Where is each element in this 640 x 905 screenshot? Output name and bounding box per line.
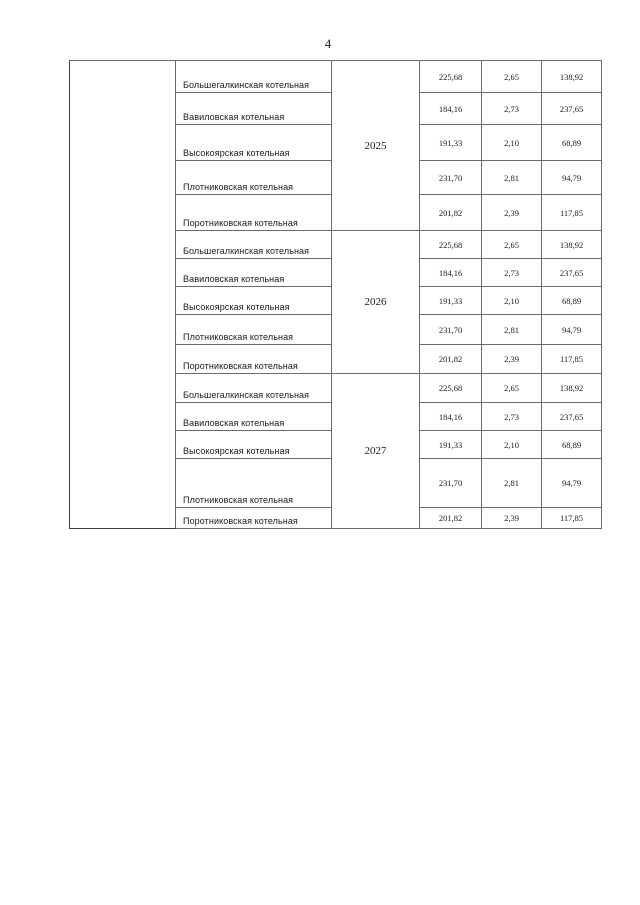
value-col-3: 68,89 bbox=[542, 287, 602, 315]
boiler-house-name: Вавиловская котельная bbox=[176, 403, 332, 431]
value-col-3: 237,65 bbox=[542, 93, 602, 125]
year-cell: 2027 bbox=[332, 374, 420, 529]
value-col-1: 191,33 bbox=[420, 125, 482, 161]
value-col-3: 94,79 bbox=[542, 315, 602, 345]
value-col-2: 2,10 bbox=[482, 287, 542, 315]
value-col-1: 225,68 bbox=[420, 61, 482, 93]
value-col-2: 2,65 bbox=[482, 374, 542, 403]
boiler-house-name: Плотниковская котельная bbox=[176, 315, 332, 345]
boiler-house-name: Большегалкинская котельная bbox=[176, 231, 332, 259]
value-col-2: 2,73 bbox=[482, 93, 542, 125]
value-col-2: 2,10 bbox=[482, 431, 542, 459]
page-number: 4 bbox=[324, 36, 332, 51]
value-col-2: 2,39 bbox=[482, 345, 542, 374]
value-col-1: 184,16 bbox=[420, 93, 482, 125]
value-col-3: 94,79 bbox=[542, 161, 602, 195]
blank-first-column bbox=[70, 61, 176, 529]
value-col-1: 225,68 bbox=[420, 374, 482, 403]
boiler-house-name: Плотниковская котельная bbox=[176, 161, 332, 195]
value-col-3: 117,85 bbox=[542, 345, 602, 374]
value-col-1: 231,70 bbox=[420, 161, 482, 195]
value-col-2: 2,81 bbox=[482, 315, 542, 345]
boiler-house-name: Большегалкинская котельная bbox=[176, 61, 332, 93]
table-row bbox=[70, 61, 602, 93]
value-col-3: 237,65 bbox=[542, 259, 602, 287]
value-col-2: 2,65 bbox=[482, 231, 542, 259]
boiler-house-name: Плотниковская котельная bbox=[176, 459, 332, 508]
value-col-2: 2,10 bbox=[482, 125, 542, 161]
value-col-1: 231,70 bbox=[420, 459, 482, 508]
year-cell: 2026 bbox=[332, 231, 420, 374]
value-col-2: 2,39 bbox=[482, 195, 542, 231]
value-col-2: 2,73 bbox=[482, 259, 542, 287]
boiler-house-name: Вавиловская котельная bbox=[176, 259, 332, 287]
value-col-2: 2,81 bbox=[482, 161, 542, 195]
value-col-2: 2,73 bbox=[482, 403, 542, 431]
value-col-3: 138,92 bbox=[542, 231, 602, 259]
boiler-house-name: Поротниковская котельная bbox=[176, 345, 332, 374]
value-col-3: 237,65 bbox=[542, 403, 602, 431]
value-col-2: 2,81 bbox=[482, 459, 542, 508]
value-col-1: 225,68 bbox=[420, 231, 482, 259]
value-col-1: 184,16 bbox=[420, 403, 482, 431]
boiler-house-name: Поротниковская котельная bbox=[176, 508, 332, 529]
value-col-3: 138,92 bbox=[542, 374, 602, 403]
value-col-1: 191,33 bbox=[420, 431, 482, 459]
value-col-1: 231,70 bbox=[420, 315, 482, 345]
tariff-table bbox=[69, 60, 602, 529]
value-col-1: 201,82 bbox=[420, 345, 482, 374]
value-col-3: 117,85 bbox=[542, 508, 602, 529]
value-col-2: 2,65 bbox=[482, 61, 542, 93]
table-body bbox=[70, 61, 602, 529]
boiler-house-name: Высокоярская котельная bbox=[176, 287, 332, 315]
value-col-3: 94,79 bbox=[542, 459, 602, 508]
boiler-house-name: Поротниковская котельная bbox=[176, 195, 332, 231]
year-cell: 2025 bbox=[332, 61, 420, 231]
value-col-3: 68,89 bbox=[542, 125, 602, 161]
boiler-house-name: Вавиловская котельная bbox=[176, 93, 332, 125]
value-col-3: 68,89 bbox=[542, 431, 602, 459]
boiler-house-name: Большегалкинская котельная bbox=[176, 374, 332, 403]
value-col-1: 184,16 bbox=[420, 259, 482, 287]
boiler-house-name: Высокоярская котельная bbox=[176, 431, 332, 459]
value-col-1: 201,82 bbox=[420, 195, 482, 231]
value-col-1: 201,82 bbox=[420, 508, 482, 529]
value-col-3: 138,92 bbox=[542, 61, 602, 93]
boiler-house-name: Высокоярская котельная bbox=[176, 125, 332, 161]
value-col-1: 191,33 bbox=[420, 287, 482, 315]
value-col-2: 2,39 bbox=[482, 508, 542, 529]
value-col-3: 117,85 bbox=[542, 195, 602, 231]
